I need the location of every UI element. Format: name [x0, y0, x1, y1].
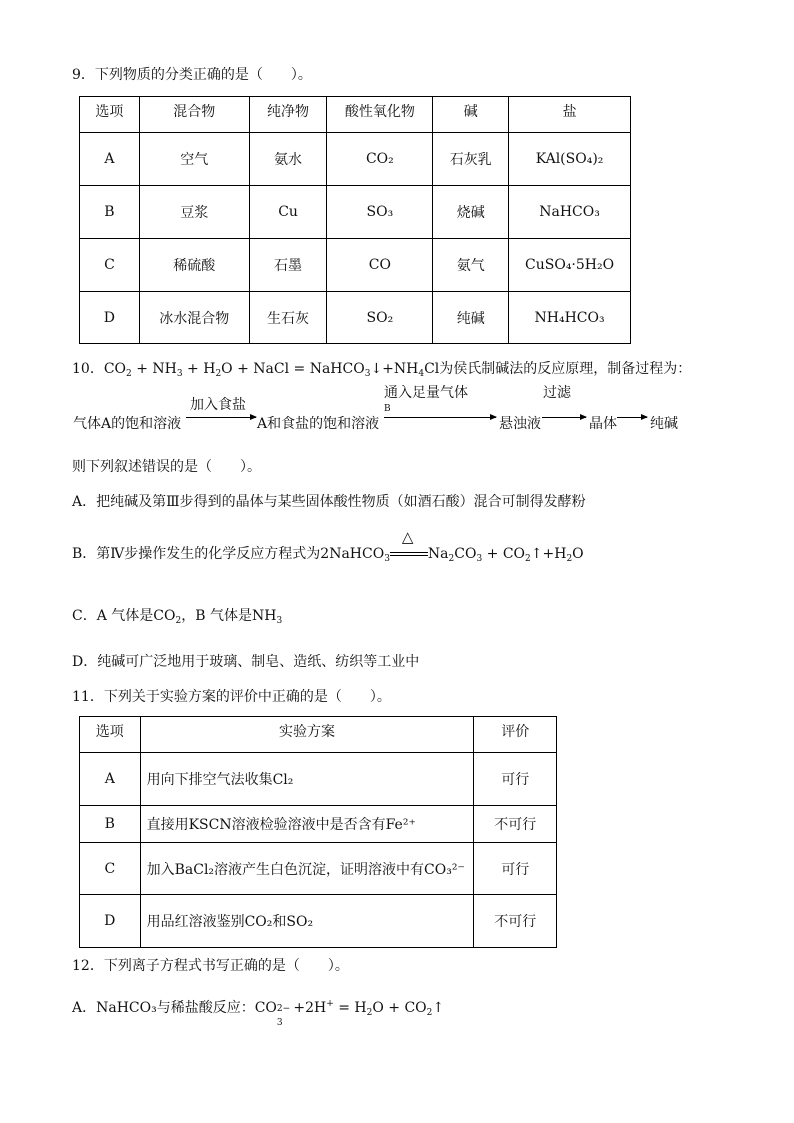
q10-option-c-prefix: C．A 气体是: [72, 608, 154, 624]
table-row: [80, 186, 631, 239]
table-cell: B: [80, 186, 140, 239]
table-cell: 不可行: [474, 895, 557, 948]
table-cell: 石墨: [249, 239, 327, 292]
q10-number: 10．: [72, 361, 104, 377]
formula-co2: $CO_2$: [153, 608, 182, 626]
q10-option-c: [72, 605, 282, 625]
q10-option-b-equation: 2NaHCO$_3$ △ $Na_2CO_3$ + $CO_2↑+H_2O$: [320, 528, 584, 564]
table-cell: A: [80, 753, 141, 806]
flow-mid3: 晶体: [589, 416, 617, 432]
table-cell: 稀硫酸: [139, 239, 249, 292]
table-cell: 加入BaCl₂溶液产生白色沉淀，证明溶液中有CO₃²⁻: [140, 843, 474, 895]
q10-equation-line: [72, 358, 691, 378]
table-cell: 烧碱: [433, 186, 509, 239]
q10-option-d: D．纯碱可广泛地用于玻璃、制皂、造纸、纺织等工业中: [72, 654, 420, 670]
header-cell: 选项: [80, 717, 141, 753]
table-cell: 可行: [474, 843, 557, 895]
q9-stem: 9．下列物质的分类正确的是（ ）。: [72, 67, 312, 83]
q10-option-a: A．把纯碱及第Ⅲ步得到的晶体与某些固体酸性物质（如酒石酸）混合可制得发酵粉: [72, 494, 586, 510]
table-cell: 生石灰: [249, 292, 327, 344]
flow-mid2: 悬浊液: [499, 416, 541, 432]
flow-step2-label: 通入足量气体: [384, 385, 468, 401]
q10-reaction-equation: $CO_2 + NH_3 + H_2O$ + NaCl = $NaHCO_3↓+NH_4Cl$: [103, 361, 440, 379]
table-cell: D: [80, 895, 141, 948]
q9-table: [79, 96, 631, 344]
table-cell: 可行: [474, 753, 557, 806]
table-cell: 不可行: [474, 806, 557, 843]
table-cell: 氨水: [249, 133, 327, 186]
header-cell: 盐: [509, 97, 631, 133]
table-cell: CuSO₄·5H₂O: [509, 239, 631, 292]
table-cell: C: [80, 239, 140, 292]
flow-arrow-2: [384, 417, 496, 418]
table-row: [80, 753, 557, 806]
table-cell: 纯碱: [433, 292, 509, 344]
flow-arrow-1: [186, 417, 256, 418]
flow-start: 气体A的饱和溶液: [73, 416, 182, 432]
table-row: [80, 239, 631, 292]
table-cell: SO₃: [327, 186, 433, 239]
table-cell: 氨气: [433, 239, 509, 292]
header-cell: 选项: [80, 97, 140, 133]
header-cell: 混合物: [139, 97, 249, 133]
q12-option-a: [72, 997, 445, 1028]
header-cell: 酸性氧化物: [327, 97, 433, 133]
table-cell: 直接用KSCN溶液检验溶液中是否含有Fe²⁺: [140, 806, 474, 843]
q12-option-a-prefix: A．NaHCO₃与稀盐酸反应：: [72, 1000, 255, 1016]
flow-mid1: A和食盐的饱和溶液: [257, 416, 380, 432]
table-row: [80, 806, 557, 843]
table-header-row: [80, 717, 557, 753]
table-cell: NH₄HCO₃: [509, 292, 631, 344]
q11-stem: 11．下列关于实验方案的评价中正确的是（ ）。: [72, 689, 391, 705]
table-cell: D: [80, 292, 140, 344]
table-cell: 空气: [139, 133, 249, 186]
q10-ask: 则下列叙述错误的是（ ）。: [72, 459, 261, 475]
header-cell: 纯净物: [249, 97, 327, 133]
table-row: [80, 133, 631, 186]
flow-step2-sub: B: [384, 404, 391, 414]
q10-option-b: [72, 528, 584, 564]
table-cell: 冰水混合物: [139, 292, 249, 344]
q12-option-a-equation: CO 2− 3 $+2H^+ = H_2O$ + $CO_2↑$: [254, 999, 445, 1028]
table-cell: 石灰乳: [433, 133, 509, 186]
flow-step3-label: 过滤: [543, 385, 571, 401]
table-cell: CO₂: [327, 133, 433, 186]
formula-nh3: $NH_3$: [251, 608, 283, 626]
table-cell: C: [80, 843, 141, 895]
table-row: [80, 843, 557, 895]
table-cell: Cu: [249, 186, 327, 239]
header-cell: 实验方案: [140, 717, 474, 753]
q10-equation-tail: 为侯氏制碱法的反应原理，制备过程为：: [439, 361, 692, 377]
flow-arrow-3: [542, 417, 586, 418]
table-cell: 用品红溶液鉴别CO₂和SO₂: [140, 895, 474, 948]
table-cell: A: [80, 133, 140, 186]
q11-table: [79, 716, 557, 948]
table-cell: 用向下排空气法收集Cl₂: [140, 753, 474, 806]
flow-arrow-4: [617, 417, 647, 418]
header-cell: 碱: [433, 97, 509, 133]
table-cell: B: [80, 806, 141, 843]
table-cell: SO₂: [327, 292, 433, 344]
table-row: [80, 895, 557, 948]
q12-stem: 12．下列离子方程式书写正确的是（ ）。: [72, 958, 349, 974]
q10-option-b-prefix: B．第Ⅳ步操作发生的化学反应方程式为: [72, 546, 321, 562]
q10-option-c-mid: ，B 气体是: [181, 608, 252, 624]
table-cell: CO: [327, 239, 433, 292]
table-row: [80, 292, 631, 344]
header-cell: 评价: [474, 717, 557, 753]
flow-end: 纯碱: [650, 416, 678, 432]
table-cell: KAl(SO₄)₂: [509, 133, 631, 186]
table-cell: NaHCO₃: [509, 186, 631, 239]
table-header-row: [80, 97, 631, 133]
table-cell: 豆浆: [139, 186, 249, 239]
flow-step1-label: 加入食盐: [190, 397, 246, 413]
